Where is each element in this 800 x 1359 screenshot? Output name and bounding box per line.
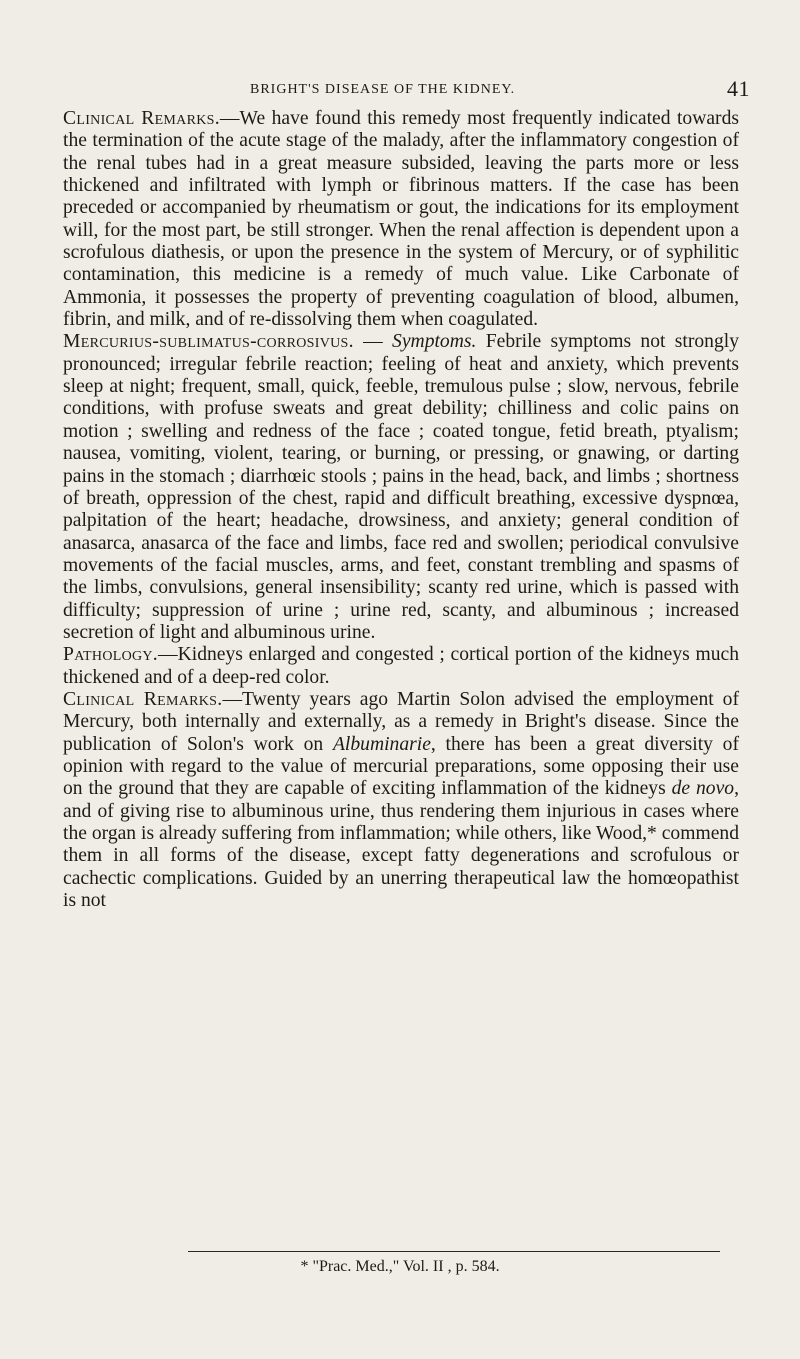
footnote-rule bbox=[188, 1251, 720, 1252]
paragraph-text: , and of giving rise to albuminous urine, thus rendering them injurious in cases where the organ is already suffering from inflammation; while others, like Wood,* commend them in all forms of the disease, except fatty degenerations and scrofulous or cachectic complications. Guided by an unerring therapeutical law the homœopathist is not bbox=[63, 778, 739, 912]
page-number: 41 bbox=[727, 76, 750, 101]
section-lead: Pathology. bbox=[63, 644, 159, 666]
section-lead: Clinical Remarks. bbox=[63, 108, 220, 129]
paragraph-text: —Twenty years ago Martin Solon advised the employment of Mercury, both internally and externally, as a remedy in Bright's disease. Since the publication of Solon's work on bbox=[63, 688, 739, 755]
italic-heading: Symptoms. bbox=[392, 331, 477, 353]
footnote: * "Prac. Med.," Vol. II , p. 584. bbox=[300, 1258, 500, 1275]
section-lead: Clinical Remarks. bbox=[63, 688, 223, 710]
paragraph-text: —Kidneys enlarged and congested ; cortical portion of the kidneys much thickened and of a deep-red color. bbox=[63, 644, 739, 688]
italic-term: Albuminarie bbox=[332, 733, 431, 755]
running-header bbox=[250, 76, 750, 101]
running-title: BRIGHT'S DISEASE OF THE KIDNEY. bbox=[250, 82, 516, 97]
paragraph-clinical-remarks-1 bbox=[63, 108, 739, 331]
italic-term: de novo bbox=[671, 778, 735, 800]
paragraph-mercurius-symptoms bbox=[63, 331, 739, 644]
paragraph-text: , there has been a great diversity of opinion with regard to the value of mercurial preparations, some opposing their use on the ground that they are capable of exciting inflammation of the kidneys bbox=[63, 733, 740, 800]
dash: — bbox=[353, 331, 393, 353]
section-lead: Mercurius-sublimatus-corrosivus. bbox=[63, 331, 354, 353]
paragraph-text: Febrile symptoms not strongly pronounced; irregular febrile reaction; feeling of heat and anxiety, which prevents sleep at night; frequent, small, quick, feeble, tremulous pulse ; slow, nervous, febrile conditions, with profuse sweats and great debility; chilliness and colic pains on motion ; swelling and redness of the face ; coated tongue, fetid breath, ptyalism; nausea, vomiting, violent, tearing, or burning, or pressing, or gnawing, or darting pains in the stomach ; diarrhœic stools ; pains in the head, back, and limbs ; shortness of breath, oppression of the chest, rapid and difficult breathing, excessive dyspnœa, palpitation of the heart; headache, drowsiness, and anxiety; general condition of anasarca, anasarca of the face and limbs, face red and swollen; periodical convulsive movements of the facial muscles, arms, and feet, constant trembling and spasms of the limbs, convulsions, general insensibility; scanty red urine, which is passed with difficulty; suppression of urine ; urine red, scanty, and albuminous ; increased secretion of light and albuminous urine. bbox=[63, 331, 740, 643]
paragraph-pathology bbox=[63, 644, 739, 689]
paragraph-clinical-remarks-2 bbox=[63, 689, 739, 912]
paragraph-text: —We have found this remedy most frequently indicated towards the termination of the acute stage of the malady, after the inflammatory congestion of the renal tubes had in a great measure subsided, leaving the parts more or less thickened and infiltrated with lymph or fibrinous matters. If the case has been preceded or accompanied by rheumatism or gout, the indications for its employment will, for the most part, be still stronger. When the renal affection is dependent upon a scrofulous diathesis, or upon the presence in the system of Mercury, or of syphilitic contamination, this medicine is a remedy of much value. Like Carbonate of Ammonia, it possesses the property of preventing coagulation of blood, albumen, fibrin, and milk, and of re-dissolving them when coagulated. bbox=[63, 108, 739, 331]
body-text bbox=[63, 108, 739, 912]
